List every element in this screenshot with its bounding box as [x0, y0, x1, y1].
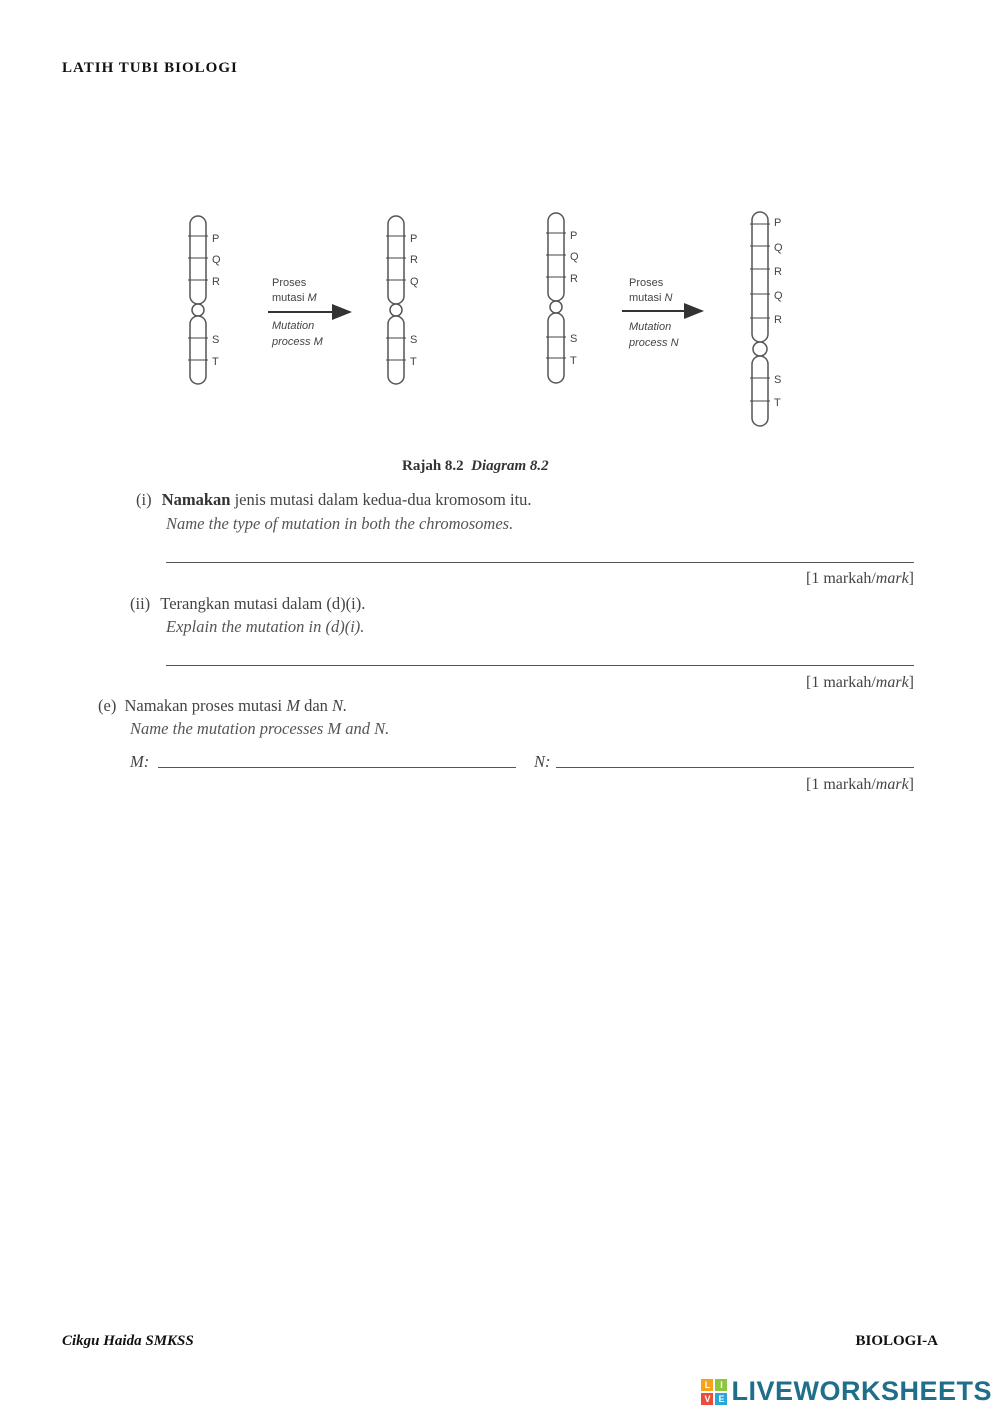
mutation-arrow-n: [622, 277, 702, 349]
answer-line-ii[interactable]: [166, 665, 914, 666]
gene-label: S: [774, 374, 782, 386]
chromosome-d: [750, 212, 783, 426]
gene-label: P: [570, 230, 578, 242]
answer-n-label: N:: [534, 752, 551, 771]
footer-author: Cikgu Haida SMKSS: [62, 1333, 194, 1349]
gene-label: P: [212, 233, 220, 245]
gene-label: R: [212, 276, 220, 288]
gene-label: T: [774, 397, 781, 409]
answer-m-label: M:: [130, 752, 150, 771]
gene-label: R: [410, 254, 418, 266]
page-header-title: LATIH TUBI BIOLOGI: [62, 60, 238, 76]
arrow-n-label-en-2: process N: [629, 337, 679, 349]
question-ii: (ii) Terangkan mutasi dalam (d)(i).: [130, 594, 366, 613]
gene-label: S: [410, 334, 418, 346]
liveworksheets-logo-icon: L I V E: [701, 1379, 727, 1405]
chromosome-b: [386, 216, 419, 384]
gene-label: P: [774, 217, 782, 229]
question-e-english: Name the mutation processes M and N.: [130, 719, 390, 738]
gene-label: P: [410, 233, 418, 245]
chromosome-c: [546, 213, 579, 383]
gene-label: R: [570, 273, 578, 285]
question-number: (i): [136, 490, 152, 509]
arrow-m-label-ms-2: mutasi: [272, 292, 305, 304]
gene-label: Q: [212, 254, 221, 266]
question-number: (ii): [130, 594, 151, 613]
arrow-n-letter: N: [664, 292, 673, 304]
gene-label: Q: [410, 276, 419, 288]
arrow-n-label-ms: Proses: [629, 277, 664, 289]
gene-label: R: [774, 266, 782, 278]
liveworksheets-text: LIVEWORKSHEETS: [731, 1376, 992, 1406]
gene-label: T: [410, 356, 417, 368]
question-e: (e) Namakan proses mutasi M dan N.: [98, 696, 348, 715]
gene-label: S: [212, 334, 220, 346]
arrow-m-label-en: Mutation: [272, 320, 315, 332]
gene-label: R: [774, 314, 782, 326]
gene-label: T: [212, 356, 219, 368]
liveworksheets-brand[interactable]: [701, 1376, 992, 1407]
answer-line-m[interactable]: [158, 767, 516, 768]
arrow-n-label-ms-2: mutasi: [629, 292, 662, 304]
arrow-n-label-en: Mutation: [629, 321, 672, 333]
mutation-arrow-m: [268, 277, 350, 348]
gene-label: T: [570, 355, 577, 367]
arrow-m-label-ms: Proses: [272, 277, 307, 289]
gene-label: Q: [774, 242, 783, 254]
answer-line-n[interactable]: [556, 767, 914, 768]
arrow-m-letter: M: [307, 292, 317, 304]
question-i: (i) Namakan jenis mutasi dalam kedua-dua kromosom itu.: [136, 490, 532, 509]
question-i-english: Name the type of mutation in both the chromosomes.: [166, 514, 514, 533]
gene-label: Q: [774, 290, 783, 302]
chromosome-a: [188, 216, 221, 384]
diagram-caption: Rajah 8.2 Diagram 8.2: [402, 458, 549, 474]
question-ii-english: Explain the mutation in (d)(i).: [166, 617, 365, 636]
question-number: (e): [98, 696, 117, 715]
footer-subject: BIOLOGI-A: [855, 1333, 938, 1349]
gene-label: Q: [570, 251, 579, 263]
mark-label-e: [1 markah/mark]: [806, 776, 914, 793]
arrow-m-label-en-2: process M: [272, 336, 323, 348]
svg-text:mutasi M: [272, 292, 317, 304]
answer-line-i[interactable]: [166, 562, 914, 563]
mark-label-ii: [1 markah/mark]: [806, 674, 914, 691]
mark-label-i: [1 markah/mark]: [806, 570, 914, 587]
svg-text:mutasi N: [629, 292, 672, 304]
gene-label: S: [570, 333, 578, 345]
